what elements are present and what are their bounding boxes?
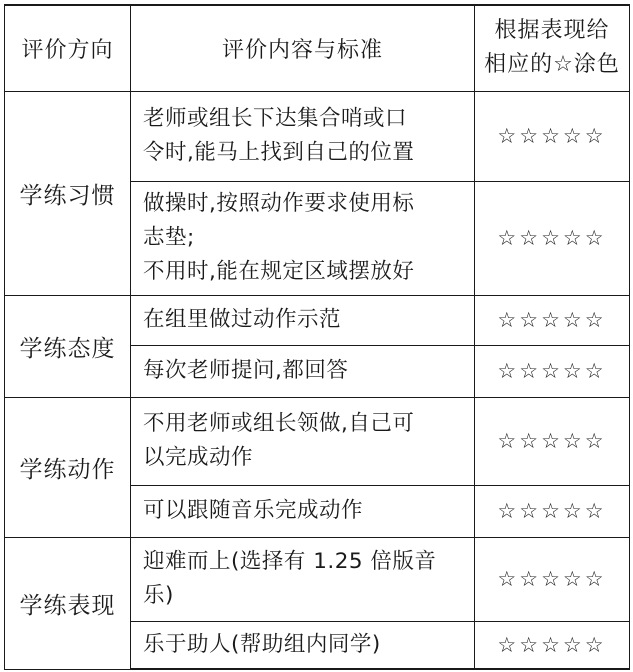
criteria-cell	[131, 397, 475, 485]
criteria-line: 不用老师或组长领做,自己可	[143, 411, 415, 436]
criteria-line: 以完成动作	[143, 445, 254, 470]
header-rating-line1: 根据表现给	[494, 18, 610, 44]
header-content: 评价内容与标准	[131, 5, 475, 91]
criteria-cell	[131, 91, 475, 181]
direction-cell: 学练态度	[5, 295, 131, 397]
criteria-line: 志垫;	[143, 225, 195, 250]
criteria-line: 可以跟随音乐完成动作	[143, 498, 364, 523]
criteria-cell	[131, 621, 475, 669]
criteria-cell	[131, 485, 475, 537]
star-rating[interactable]: ☆☆☆☆☆	[475, 295, 630, 345]
table-row	[5, 397, 630, 485]
header-direction: 评价方向	[5, 5, 131, 91]
criteria-line: 老师或组长下达集合哨或口	[143, 106, 408, 131]
star-rating[interactable]: ☆☆☆☆☆	[475, 397, 630, 485]
criteria-line: 令时,能马上找到自己的位置	[143, 140, 415, 165]
criteria-line: 乐)	[143, 583, 174, 608]
header-rating	[475, 5, 630, 91]
table-row	[5, 91, 630, 181]
criteria-line: 乐于助人(帮助组内同学)	[143, 631, 381, 657]
table-row	[5, 295, 630, 345]
criteria-line: 迎难而上(选择有 1.25 倍版音	[143, 549, 437, 574]
criteria-cell	[131, 345, 475, 397]
star-rating[interactable]: ☆☆☆☆☆	[475, 537, 630, 621]
criteria-cell	[131, 295, 475, 345]
evaluation-table	[4, 4, 630, 670]
criteria-line: 每次老师提问,都回答	[143, 358, 349, 383]
header-rating-line2: 相应的☆涂色	[484, 52, 620, 78]
star-rating[interactable]: ☆☆☆☆☆	[475, 181, 630, 295]
direction-cell: 学练表现	[5, 537, 131, 669]
direction-cell: 学练动作	[5, 397, 131, 537]
star-rating[interactable]: ☆☆☆☆☆	[475, 345, 630, 397]
star-rating[interactable]: ☆☆☆☆☆	[475, 91, 630, 181]
direction-cell: 学练习惯	[5, 91, 131, 295]
criteria-line: 做操时,按照动作要求使用标	[143, 191, 415, 216]
header-row	[5, 5, 630, 91]
criteria-cell	[131, 537, 475, 621]
criteria-line: 在组里做过动作示范	[143, 307, 342, 332]
star-rating[interactable]: ☆☆☆☆☆	[475, 621, 630, 669]
star-rating[interactable]: ☆☆☆☆☆	[475, 485, 630, 537]
criteria-line: 不用时,能在规定区域摆放好	[143, 259, 415, 284]
table-row	[5, 537, 630, 621]
criteria-cell	[131, 181, 475, 295]
